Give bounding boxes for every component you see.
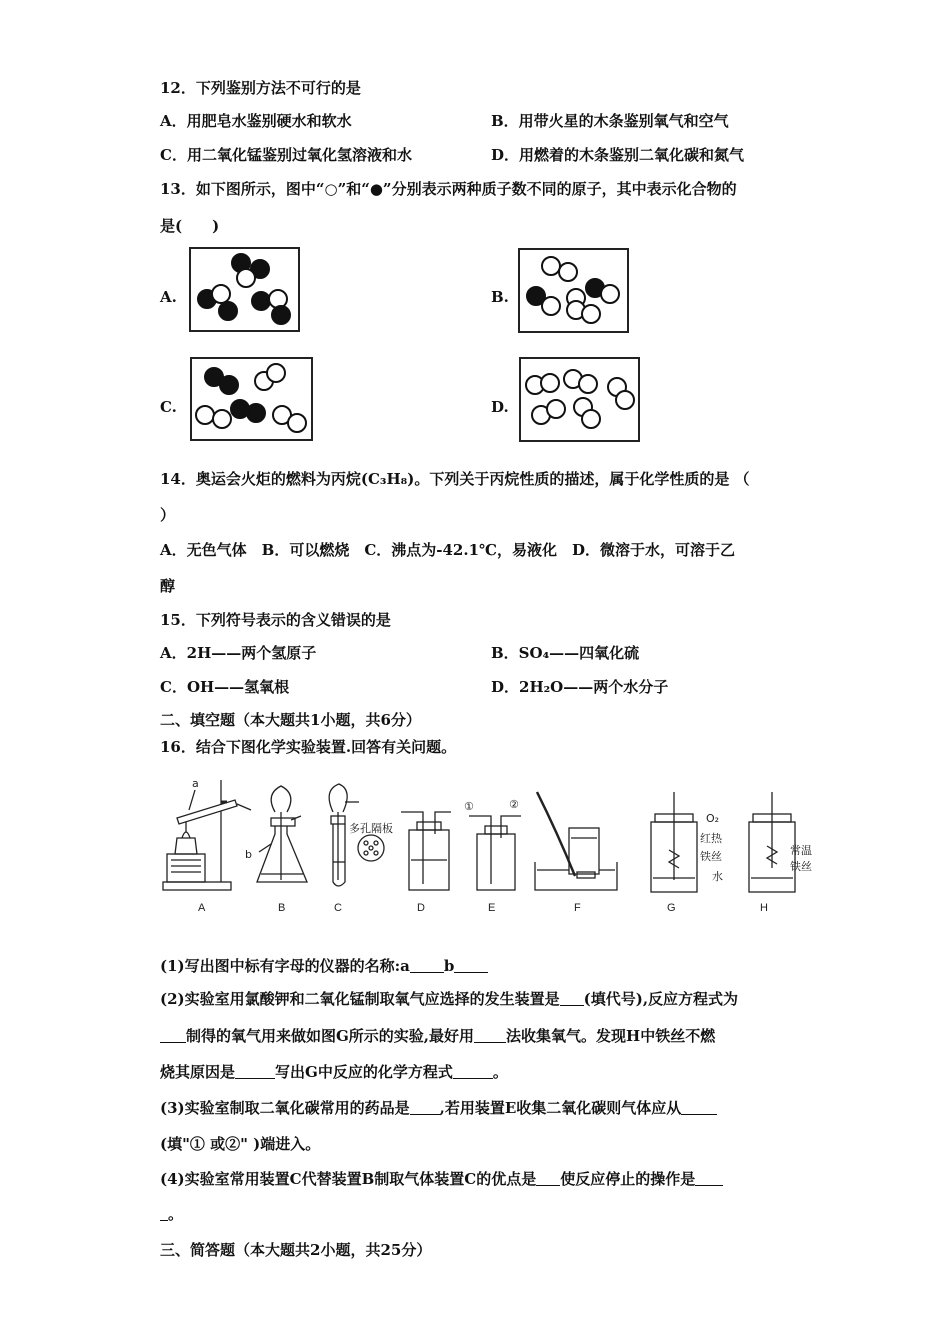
- q13-diagram-b: [518, 248, 630, 334]
- caption-a: A: [198, 902, 206, 914]
- q13-label-d: D.: [491, 398, 509, 416]
- apparatus-e: [469, 816, 521, 890]
- q12-option-a: A．用肥皂水鉴别硬水和软水: [160, 112, 352, 130]
- blank: [235, 1064, 275, 1079]
- section-3-heading: 三、简答题（本大题共2小题，共25分）: [160, 1241, 432, 1259]
- o2-label: O₂: [706, 812, 720, 825]
- label-b: b: [245, 848, 252, 861]
- q16-p2-text-c: 制得的氧气用来做如图G所示的实验,最好用: [186, 1027, 475, 1045]
- caption-g: G: [667, 902, 676, 914]
- apparatus-h: [749, 792, 795, 892]
- blank: [410, 958, 444, 973]
- q16-part-1: [160, 956, 488, 976]
- q12-option-d: D．用燃着的木条鉴别二氧化碳和氮气: [491, 146, 745, 164]
- q13-stem-cont: 是( ): [160, 217, 220, 235]
- port-2-label: ②: [509, 798, 519, 811]
- porous-plate-label: 多孔隔板: [349, 822, 393, 835]
- section-2-heading: 二、填空题（本大题共1小题，共6分）: [160, 711, 421, 729]
- port-1-label: ①: [464, 800, 474, 813]
- blank: [536, 1171, 560, 1186]
- q16-p2-text-g: 。: [492, 1063, 508, 1081]
- q13-label-b: B.: [491, 288, 509, 306]
- water-label: 水: [712, 870, 723, 883]
- hot-wire-label-1: 红热: [700, 832, 722, 845]
- q16-p2-text-e: 烧其原因是: [160, 1063, 236, 1081]
- apparatus-b: [257, 786, 307, 882]
- q15-option-c: C．OH——氢氧根: [160, 678, 290, 696]
- q15-option-b: B．SO₄——四氧化硫: [491, 644, 640, 662]
- blank: [454, 958, 488, 973]
- q16-p1-text-a: (1)写出图中标有字母的仪器的名称:a: [160, 957, 410, 975]
- apparatus-g: [651, 792, 697, 892]
- q16-p3-text-a: (3)实验室制取二氧化碳常用的药品是: [160, 1099, 410, 1117]
- q12-stem: 12．下列鉴别方法不可行的是: [160, 79, 361, 97]
- blank: [410, 1100, 440, 1115]
- q14-options-cont: 醇: [160, 577, 176, 595]
- room-wire-label-1: 常温: [790, 844, 812, 857]
- q16-part-4-line-2: [160, 1204, 183, 1224]
- q16-p2-text-d: 法收集氧气。发现H中铁丝不燃: [506, 1027, 716, 1045]
- q16-p2-text-b: (填代号),反应方程式为: [583, 990, 739, 1008]
- blank: [474, 1028, 506, 1043]
- q16-part-2-line-2: [160, 1026, 715, 1046]
- q14-stem: 14．奥运会火炬的燃料为丙烷(C₃H₈)。下列关于丙烷性质的描述，属于化学性质的是 （: [160, 470, 750, 488]
- q15-stem: 15．下列符号表示的含义错误的是: [160, 611, 391, 629]
- blank: [681, 1100, 717, 1115]
- q16-part-4-line-1: [160, 1169, 723, 1189]
- caption-b: B: [278, 902, 286, 914]
- caption-c: C: [334, 902, 342, 914]
- q16-p4-text-b: 使反应停止的操作是: [560, 1170, 696, 1188]
- caption-e: E: [488, 902, 496, 914]
- q15-option-d: D．2H₂O——两个水分子: [491, 678, 669, 696]
- q16-p4-text-a: (4)实验室常用装置C代替装置B制取气体装置C的优点是: [160, 1170, 537, 1188]
- blank: [160, 1028, 186, 1043]
- q14-options: A．无色气体 B．可以燃烧 C．沸点为-42.1℃，易液化 D．微溶于水，可溶于乙: [160, 541, 735, 559]
- q13-diagram-a: [189, 247, 301, 333]
- q16-p4-text-c: 。: [168, 1205, 184, 1223]
- apparatus-d: [401, 812, 451, 890]
- apparatus-a: [163, 780, 251, 890]
- q12-option-b: B．用带火星的木条鉴别氧气和空气: [491, 112, 729, 130]
- blank: [695, 1171, 723, 1186]
- q16-part-2-line-3: [160, 1062, 508, 1082]
- q12-option-c: C．用二氧化锰鉴别过氧化氢溶液和水: [160, 146, 412, 164]
- blank: [453, 1064, 493, 1079]
- q16-part-3-line-2: (填"① 或②" )端进入。: [160, 1135, 321, 1153]
- q16-apparatus-figure: [155, 772, 825, 920]
- blank: [560, 991, 584, 1006]
- room-wire-label-2: 铁丝: [790, 860, 812, 873]
- q16-p3-text-b: ,若用装置E收集二氧化碳则气体应从: [439, 1099, 682, 1117]
- blank: [160, 1206, 168, 1221]
- q15-option-a: A．2H——两个氢原子: [160, 644, 317, 662]
- q13-label-c: C.: [160, 398, 177, 416]
- q16-p2-text-f: 写出G中反应的化学方程式: [275, 1063, 453, 1081]
- q14-stem-cont: ）: [160, 506, 176, 524]
- caption-h: H: [760, 902, 768, 914]
- caption-f: F: [574, 902, 581, 914]
- q13-label-a: A.: [160, 288, 177, 306]
- q16-p1-text-b: b: [443, 957, 455, 975]
- q13-diagram-c: [190, 357, 314, 442]
- hot-wire-label-2: 铁丝: [700, 850, 722, 863]
- q16-part-3-line-1: [160, 1098, 717, 1118]
- caption-d: D: [417, 902, 425, 914]
- q13-stem: 13．如下图所示，图中“○”和“●”分别表示两种质子数不同的原子，其中表示化合物的: [160, 180, 737, 198]
- q16-stem: 16．结合下图化学实验装置.回答有关问题。: [160, 738, 457, 756]
- q16-part-2-line-1: [160, 989, 738, 1009]
- q13-diagram-d: [519, 357, 641, 443]
- label-a: a: [192, 777, 199, 790]
- apparatus-f: [535, 792, 617, 890]
- q16-p2-text-a: (2)实验室用氯酸钾和二氧化锰制取氧气应选择的发生装置是: [160, 990, 560, 1008]
